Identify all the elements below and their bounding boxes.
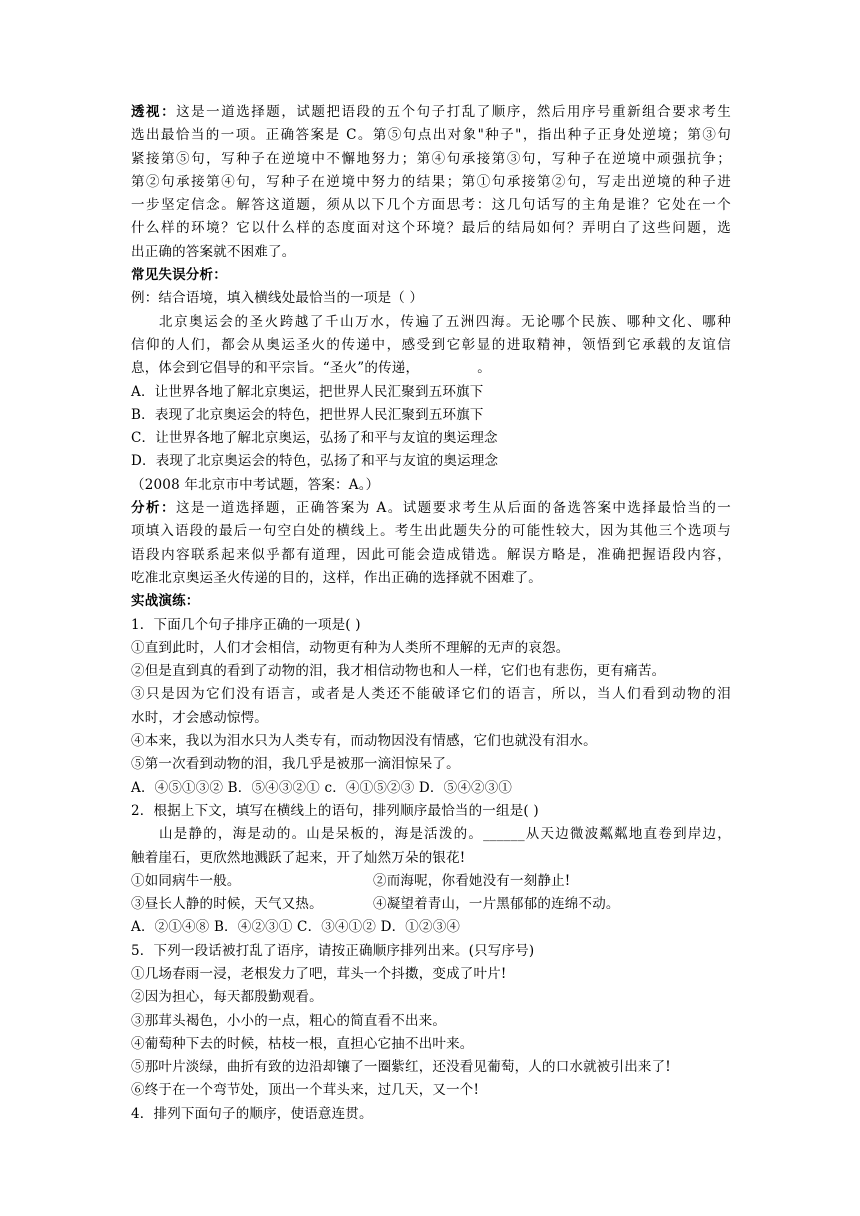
question-1-sentence: 水时，才会感动惊愕。	[131, 709, 268, 726]
perspective-paragraph-line: 紧接第⑤句，写种子在逆境中不懈地努力；第④句承接第③句，写种子在逆境中顽强抗争；	[131, 150, 731, 167]
question-1-options: A．④⑤①③② B．⑤④③②① c．④①⑤②③ D．⑤④②③①	[131, 779, 513, 796]
example-passage-line: 息，体会到它倡导的和平宗旨。“圣火”的传递， 。	[131, 360, 491, 377]
question-5-sentence: ⑤那叶片淡绿，曲折有致的边沿却镶了一圈紫红，还没看见葡萄，人的口水就被引出来了!	[131, 1059, 671, 1076]
practice-heading: 实战演练：	[131, 593, 200, 610]
question-5-sentence: ④葡萄种下去的时候，枯枝一根，直担心它抽不出叶来。	[131, 1035, 474, 1052]
question-1-sentence: ⑤第一次看到动物的泪，我几乎是被那一滴泪惊呆了。	[131, 756, 460, 773]
perspective-paragraph-line: 透视：这是一道选择题，试题把语段的五个句子打乱了顺序，然后用序号重新组合要求考生	[131, 104, 731, 120]
example-option: A．让世界各地了解北京奥运，把世界人民汇聚到五环旗下	[131, 383, 484, 400]
perspective-paragraph-line: 出正确的答案就不困难了。	[131, 243, 296, 260]
question-4-stem: 4．排列下面句子的顺序，使语意连贯。	[131, 1105, 373, 1122]
question-5-stem: 5．下列一段话被打乱了语序，请按正确顺序排列出来。(只写序号)	[131, 942, 535, 959]
question-2-passage-line: 山是静的，海是动的。山是呆板的，海是活泼的。______从天边微波粼粼地直卷到岸边，	[159, 826, 731, 843]
example-option: C．让世界各地了解北京奥运，弘扬了和平与友谊的奥运理念	[131, 430, 498, 447]
question-2-sentence-row: ①如同病牛一般。 ②而海呢，你看她没有一刻静止!	[131, 872, 571, 889]
example-source: （2008 年北京市中考试题，答案：A。）	[131, 476, 380, 493]
question-2-sentence-row: ③昼长人静的时候，天气又热。 ④凝望着青山，一片黑郁郁的连绵不动。	[131, 896, 620, 913]
question-2-stem: 2．根据上下文，填写在横线上的语句，排列顺序最恰当的一组是( )	[131, 802, 539, 819]
document-body	[131, 101, 731, 1126]
question-5-sentence: ②因为担心，每天都殷勤观看。	[131, 989, 323, 1006]
question-1-sentence: ③只是因为它们没有语言，或者是人类还不能破译它们的语言，所以，当人们看到动物的泪	[131, 686, 731, 703]
example-question: 例：结合语境，填入横线处最恰当的一项是（ ）	[131, 290, 424, 307]
example-option: B．表现了北京奥运会的特色，把世界人民汇聚到五环旗下	[131, 406, 484, 423]
perspective-paragraph-line: 一步坚定信念。解答这道题，须从以下几个方面思考：这几句话写的主角是谁？它处在一个	[131, 197, 731, 214]
question-5-sentence: ①几场春雨一浸，老根发力了吧，茸头一个抖擞，变成了叶片!	[131, 965, 507, 982]
analysis-paragraph-line: 分析：这是一道选择题，正确答案为 A。试题要求考生从后面的备选答案中选择最恰当的一	[131, 500, 731, 517]
perspective-label: 透视：	[131, 104, 177, 120]
question-1-sentence: ④本来，我以为泪水只为人类专有，而动物因没有情感，它们也就没有泪水。	[131, 733, 597, 750]
question-2-options: A．②①④⑧ B．④②③① C．③④①② D．①②③④	[131, 919, 461, 936]
example-option: D．表现了北京奥运会的特色，弘扬了和平与友谊的奥运理念	[131, 453, 499, 470]
analysis-label: 分析：	[131, 500, 176, 517]
question-2-passage-line: 触着崖石，更欣然地溅跃了起来，开了灿然万朵的银花!	[131, 849, 466, 866]
analysis-paragraph-line: 吃准北京奥运圣火传递的目的，这样，作出正确的选择就不困难了。	[131, 569, 542, 586]
example-passage-line: 北京奥运会的圣火跨越了千山万水，传遍了五洲四海。无论哪个民族、哪种文化、哪种	[159, 313, 731, 330]
perspective-paragraph-line: 什么样的环境？它以什么样的态度面对这个环境？最后的结局如何？弄明白了这些问题，选	[131, 220, 731, 237]
example-passage-line: 信仰的人们，都会从奥运圣火的传递中，感受到它彰显的进取精神，领悟到它承载的友谊信	[131, 336, 731, 353]
analysis-paragraph-line: 语段内容联系起来似乎都有道理，因此可能会造成错选。解误方略是，准确把握语段内容，	[131, 546, 731, 563]
analysis-paragraph-line: 项填入语段的最后一句空白处的横线上。考生出此题失分的可能性较大，因为其他三个选项与	[131, 523, 731, 540]
perspective-paragraph-line: 第②句承接第④句，写种子在逆境中努力的结果；第①句承接第②句，写走出逆境的种子进	[131, 173, 731, 190]
common-errors-heading: 常见失误分析：	[131, 267, 227, 284]
question-1-sentence: ②但是直到真的看到了动物的泪，我才相信动物也和人一样，它们也有悲伤，更有痛苦。	[131, 663, 666, 680]
question-5-sentence: ③那茸头褐色，小小的一点，粗心的简直看不出来。	[131, 1012, 447, 1029]
question-1-stem: 1．下面几个句子排序正确的一项是( )	[131, 616, 361, 633]
question-5-sentence: ⑥终于在一个弯节处，顶出一个茸头来，过几天，又一个!	[131, 1082, 480, 1099]
question-1-sentence: ①直到此时，人们才会相信，动物更有种为人类所不理解的无声的哀怨。	[131, 639, 570, 656]
perspective-paragraph-line: 选出最恰当的一项。正确答案是 C。第⑤句点出对象"种子"，指出种子正身处逆境；第③句	[131, 127, 731, 144]
